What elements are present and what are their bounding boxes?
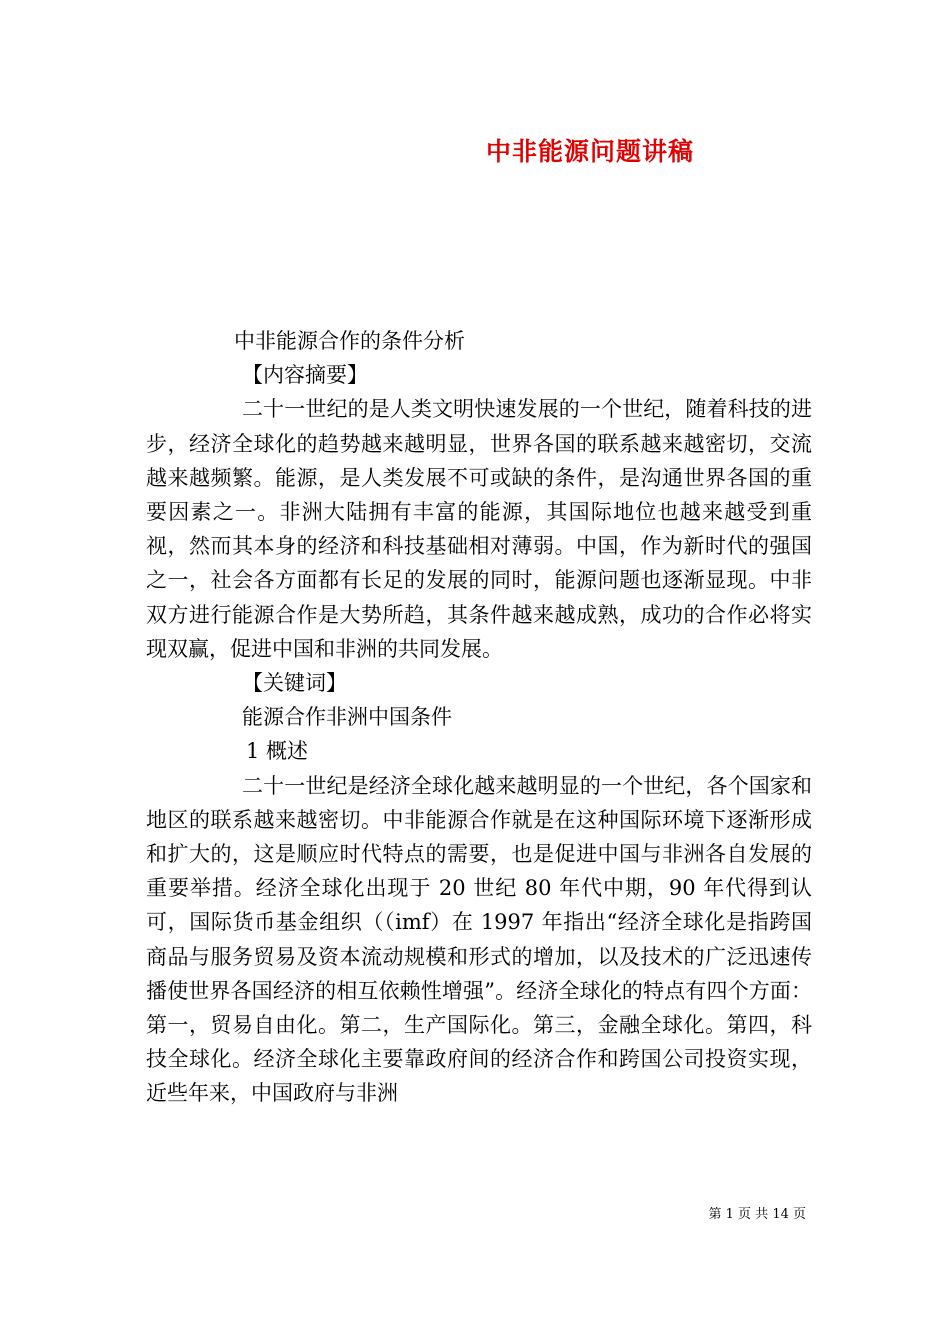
subtitle: 中非能源合作的条件分析: [234, 329, 465, 353]
document-body: [146, 324, 812, 1111]
keywords-heading: 【关键词】: [242, 671, 347, 695]
section-1-heading: 1 概述: [246, 739, 309, 764]
section-1-paragraph: 二十一世纪是经济全球化越来越明显的一个世纪，各个国家和地区的联系越来越密切。中非能源合作就是在这种国际环境下逐渐形成和扩大的，这是顺应时代特点的需要，也是促进中国与非洲各自发展的重要举措。经济全球化出现于 20 世纪 80 年代中期，90 年代得到认可，国际货币基金组织（（imf）在 1997 年指出“经济全球化是指跨国商品与服务贸易及资本流动规模和形式的增加，以及技术的广泛迅速传播使世界各国经济的相互依赖性增强”。经济全球化的特点有四个方面：第一，贸易自由化。第二，生产国际化。第三，金融全球化。第四，科技全球化。经济全球化主要靠政府间的经济合作和跨国公司投资实现，近些年来，中国政府与非洲: [146, 773, 812, 1106]
keywords-text: 能源合作非洲中国条件: [242, 705, 452, 730]
document-title: 中非能源问题讲稿: [485, 137, 694, 166]
abstract-heading: 【内容摘要】: [242, 363, 368, 388]
page-number-footer: 第 1 页 共 14 页: [708, 1207, 806, 1222]
abstract-paragraph: 二十一世纪的是人类文明快速发展的一个世纪，随着科技的进步，经济全球化的趋势越来越明显，世界各国的联系越来越密切，交流越来越频繁。能源，是人类发展不可或缺的条件，是沟通世界各国的重要因素之一。非洲大陆拥有丰富的能源，其国际地位也越来越受到重视，然而其本身的经济和科技基础相对薄弱。中国，作为新时代的强国之一，社会各方面都有长足的发展的同时，能源问题也逐渐显现。中非双方进行能源合作是大势所趋，其条件越来越成熟，成功的合作必将实现双赢，促进中国和非洲的共同发展。: [146, 397, 812, 661]
